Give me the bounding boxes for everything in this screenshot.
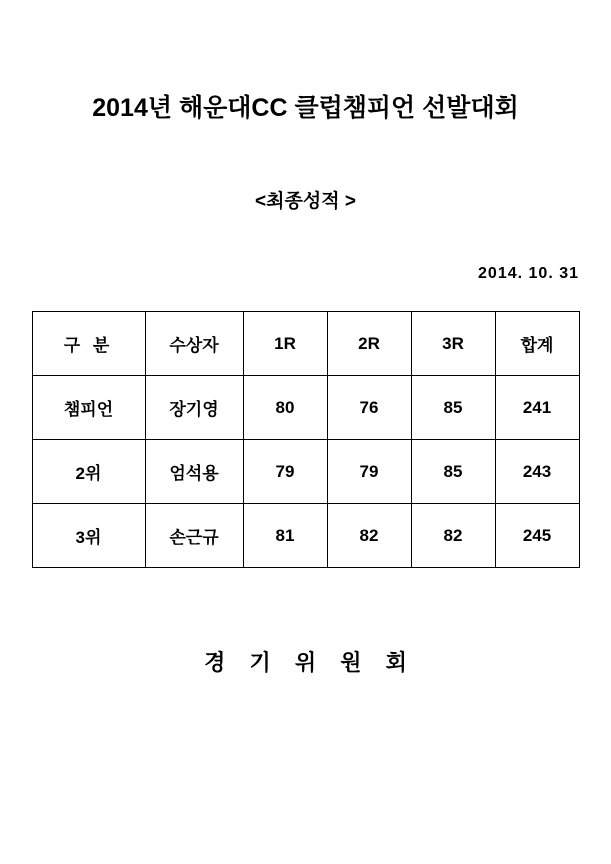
table-row [32,504,579,568]
cell-round3: 85 [411,376,495,440]
document-date: 2014. 10. 31 [478,265,579,282]
cell-round1: 79 [243,440,327,504]
document-page [0,88,611,864]
results-table-container [0,311,611,568]
table-row [32,440,579,504]
column-header-name: 수상자 [145,312,243,376]
cell-round2: 82 [327,504,411,568]
cell-name: 손근규 [145,504,243,568]
table-body [32,376,579,568]
cell-round3: 82 [411,504,495,568]
cell-round1: 81 [243,504,327,568]
cell-total: 245 [495,504,579,568]
cell-round2: 79 [327,440,411,504]
table-header [32,312,579,376]
column-header-round2: 2R [327,312,411,376]
cell-total: 241 [495,376,579,440]
table-header-row [32,312,579,376]
cell-round2: 76 [327,376,411,440]
page-title: 2014년 해운대CC 클럽챔피언 선발대회 [92,94,519,122]
cell-total: 243 [495,440,579,504]
page-subtitle: <최종성적 > [255,191,356,212]
cell-name: 장기영 [145,376,243,440]
results-table [32,311,580,568]
column-header-rank: 구 분 [32,312,145,376]
column-header-round1: 1R [243,312,327,376]
column-header-round3: 3R [411,312,495,376]
cell-rank: 챔피언 [32,376,145,440]
column-header-total: 합계 [495,312,579,376]
cell-name: 엄석용 [145,440,243,504]
cell-rank: 3위 [32,504,145,568]
table-row [32,376,579,440]
cell-rank: 2위 [32,440,145,504]
document-footer: 경 기 위 원 회 [204,650,416,675]
cell-round3: 85 [411,440,495,504]
cell-round1: 80 [243,376,327,440]
